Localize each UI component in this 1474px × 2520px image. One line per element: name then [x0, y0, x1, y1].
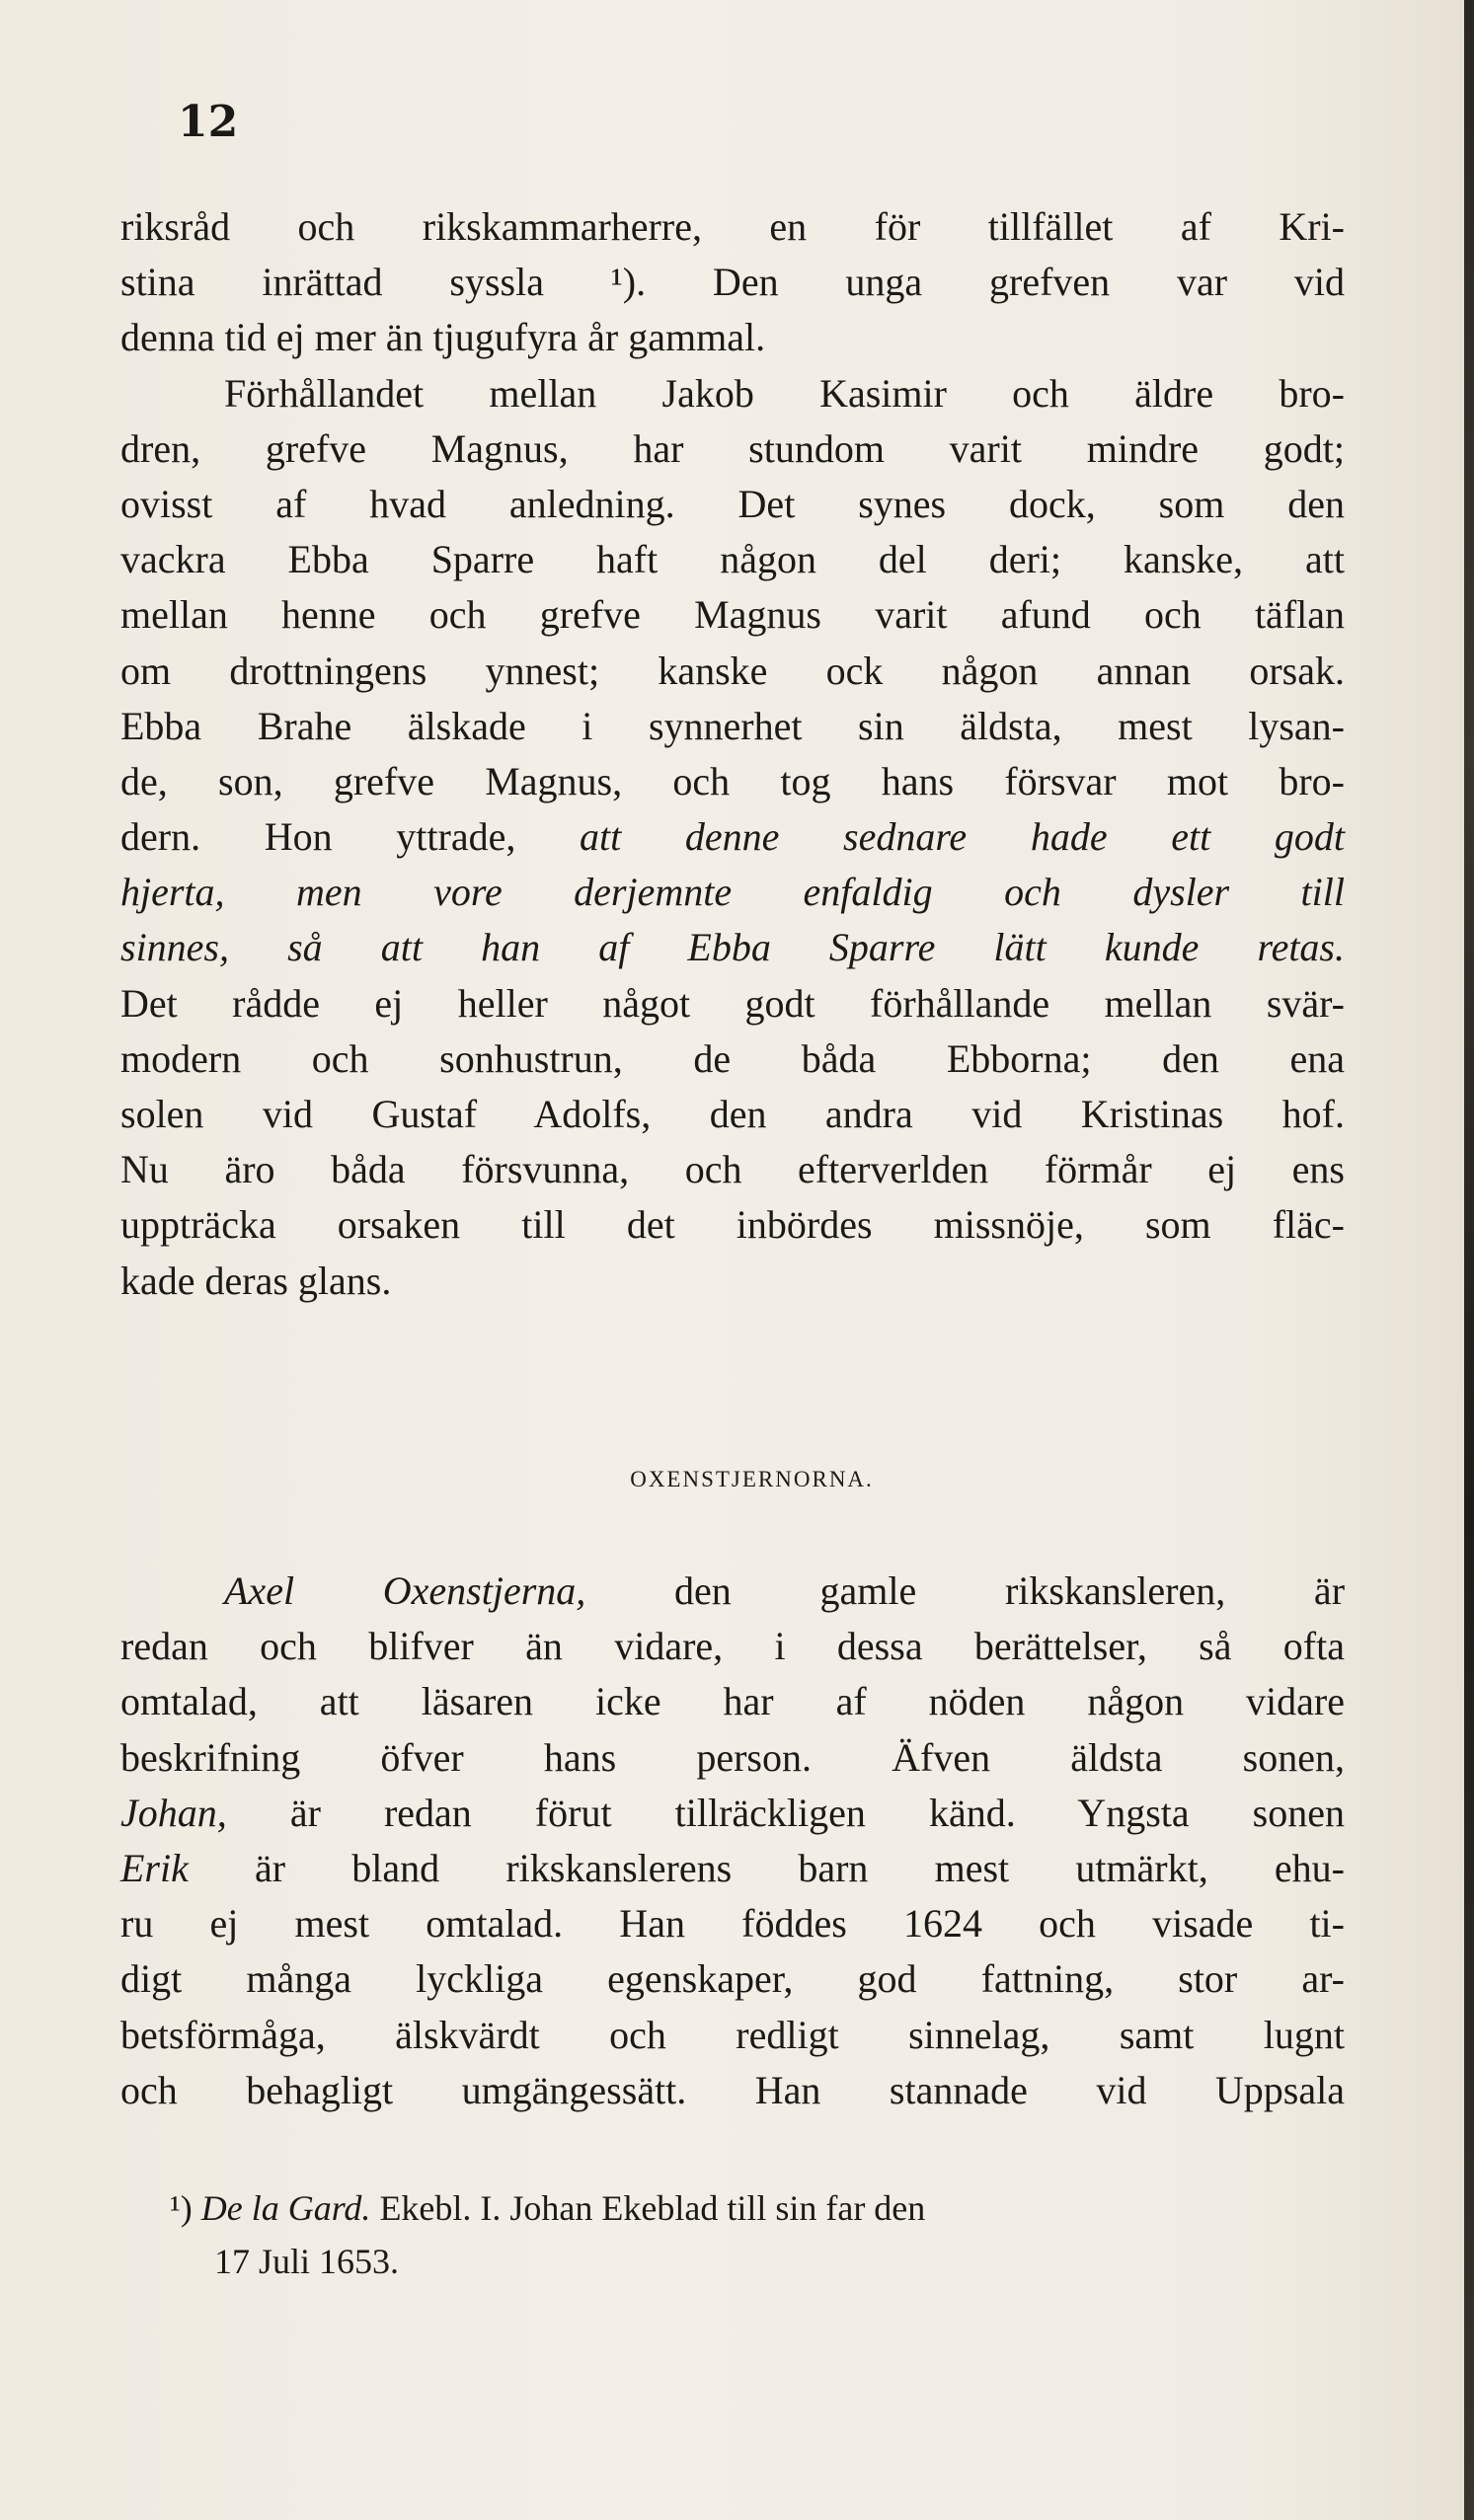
text-line: dren, grefve Magnus, har stundom varit mindre godt;	[120, 425, 1345, 471]
footnote	[170, 2181, 1335, 2288]
text-line: solen vid Gustaf Adolfs, den andra vid Kristinas hof.	[120, 1092, 1345, 1136]
text-line: denna tid ej mer än tjugufyra år gammal.	[120, 315, 766, 360]
paragraph-ebba	[120, 199, 1345, 1309]
text-line: uppträcka orsaken till det inbördes missnöje, som fläc-	[120, 1202, 1345, 1248]
quoted-text: sinnes, så att han af Ebba Sparre lätt kunde retas.	[120, 925, 1345, 970]
page-number: 12	[178, 97, 239, 147]
text-line	[120, 920, 1345, 975]
person-name: Erik	[120, 1845, 189, 1890]
text-line: om drottningens ynnest; kanske ock någon annan orsak.	[120, 648, 1345, 693]
text-line: modern och sonhustrun, de båda Ebborna; den ena	[120, 1035, 1345, 1081]
quoted-text: hjerta, men vore derjemnte enfaldig och dysler till	[120, 870, 1345, 915]
text-line: Nu äro båda försvunna, och efterverlden förmår ej ens	[120, 1147, 1345, 1192]
text-line: betsförmåga, älskvärdt och redligt sinnelag, samt lugnt	[120, 2012, 1345, 2057]
text-line: Förhållandet mellan Jakob Kasimir och äldre bro-	[224, 370, 1345, 416]
text-line: mellan henne och grefve Magnus varit afund och täflan	[120, 592, 1345, 638]
text-line: Det rådde ej heller något godt förhållande mellan svär-	[120, 980, 1345, 1026]
text-line: redan och blifver än vidare, i dessa berättelser, så ofta	[120, 1624, 1345, 1669]
text-line: dern. Hon yttrade, att denne sednare hade ett godt	[120, 814, 1345, 860]
text-line: Ebba Brahe älskade i synnerhet sin äldsta, mest lysan-	[120, 703, 1345, 748]
footnote-line: 17 Juli 1653.	[214, 2242, 400, 2281]
text-line: de, son, grefve Magnus, och tog hans försvar mot bro-	[120, 758, 1345, 803]
text-line: beskrifning öfver hans person. Äfven äldsta sonen,	[120, 1734, 1345, 1780]
text-line: vackra Ebba Sparre haft någon del deri; kanske, att	[120, 537, 1345, 582]
paragraph-oxenstjerna	[120, 1564, 1345, 2118]
text-line: ru ej mest omtalad. Han föddes 1624 och visade ti-	[120, 1901, 1345, 1947]
text-line: digt många lyckliga egenskaper, god fattning, stor ar-	[120, 1956, 1345, 2002]
person-name: Axel Oxenstjerna,	[224, 1568, 586, 1613]
person-name: Johan,	[120, 1790, 227, 1835]
text-line	[120, 865, 1345, 920]
footnote-marker: ¹)	[170, 2188, 193, 2228]
text-line: stina inrättad syssla ¹). Den unga grefven var vid	[120, 260, 1345, 305]
text-line: riksråd och rikskammarherre, en för tillfället af Kri-	[120, 204, 1345, 249]
text-line: kade deras glans.	[120, 1258, 392, 1303]
text-line: Johan, är redan förut tillräckligen känd. Yngsta sonen	[120, 1790, 1345, 1835]
footnote-source: De la Gard.	[200, 2188, 371, 2228]
section-heading: OXENSTJERNORNA.	[630, 1467, 874, 1491]
footnote-line: ¹) De la Gard. Ekebl. I. Johan Ekeblad till sin far den	[170, 2188, 926, 2228]
text-line: ovisst af hvad anledning. Det synes dock, som den	[120, 481, 1345, 526]
text-line: Axel Oxenstjerna, den gamle rikskansleren, är	[224, 1568, 1346, 1613]
text-line: och behagligt umgängessätt. Han stannade vid Uppsala	[120, 2067, 1345, 2112]
text-line: Erik är bland rikskanslerens barn mest utmärkt, ehu-	[120, 1845, 1345, 1890]
text-line: omtalad, att läsaren icke har af nöden någon vidare	[120, 1679, 1345, 1724]
quoted-text: att denne sednare hade ett godt	[579, 814, 1345, 860]
page-binding-edge	[1464, 0, 1474, 2520]
